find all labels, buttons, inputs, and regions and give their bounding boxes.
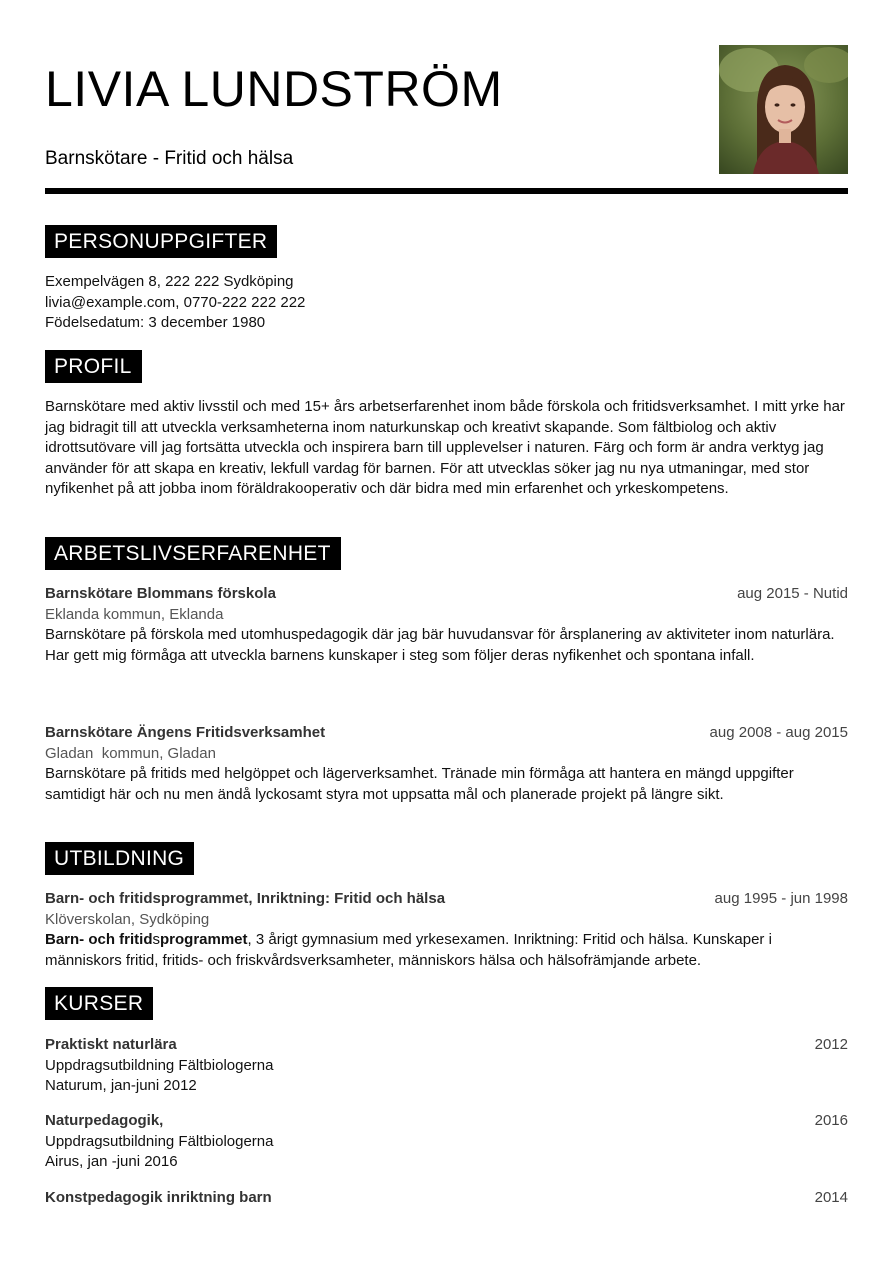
address: Exempelvägen 8, 222 222 Sydköping: [45, 273, 294, 290]
work-entry-date: aug 2015 - Nutid: [737, 585, 848, 602]
profile-summary: Barnskötare med aktiv livsstil och med 15+ års arbetserfarenhet inom både förskola och fritidsverksamhet. I mitt yrke har jag bidragit till att utveckla verksamheterna inom naturkunskap och kreativt skapande. Som fältbiolog och aktiv idrottsutövare vill jag fortsätta utveckla och inspirera barn till upplevelser i naturen. Färg och form är andra verktyg jag använder för att skapa en kreativ, lekfull vardag för barnen. För att utvecklas söker jag nu nya utmaningar, med stor nyfikenhet på att jobba inom föräldrakooperativ och där bidra med min erfarenhet och yrkeskompetens.: [45, 398, 845, 498]
section-title-courses: KURSER: [45, 987, 153, 1020]
program-name-part: Barn- och fritid: [45, 931, 153, 949]
education-description-rest: , 3 årigt gymnasium med yrkesexamen. Inriktning: Fritid och hälsa. Kunskaper i människors fritid, fritids- och friskvårdsverksamheter, människors hälsa och hälsofrämjande arbete.: [45, 931, 772, 969]
work-entry-title: Barnskötare Ängens Fritidsverksamhet: [45, 724, 326, 741]
profile-photo: [719, 45, 848, 174]
work-entry-description: Barnskötare på förskola med utomhuspedagogik där jag bär huvudansvar för årsplanering av aktiviteter inom naturlära. Har gett mig förmåga att utveckla barnens kunskaper i steg som följer deras nyfikenhet och spontana infall.: [45, 626, 835, 664]
work-entry-place: Gladan kommun, Gladan: [45, 744, 216, 762]
education-entry-title: Barn- och fritidsprogrammet, Inriktning: Fritid och hälsa: [45, 890, 446, 907]
work-entry-title: Barnskötare Blommans förskola: [45, 585, 276, 602]
course-entry-provider: Uppdragsutbildning Fältbiologerna: [45, 1132, 274, 1150]
education-entry-header: [45, 889, 848, 910]
section-title-education: UTBILDNING: [45, 842, 194, 875]
candidate-name: LIVIA LUNDSTRÖM: [45, 61, 503, 117]
section-title-work: ARBETSLIVSERFARENHET: [45, 537, 341, 570]
course-entry-title: Naturpedagogik,: [45, 1112, 164, 1129]
work-entry: [45, 584, 848, 666]
course-entry: [45, 1188, 848, 1209]
work-entry: [45, 723, 848, 805]
course-entry-header: [45, 1111, 848, 1132]
course-entry-header: [45, 1035, 848, 1056]
education-entry-description: [45, 930, 848, 971]
course-entry-location: Airus, jan -juni 2016: [45, 1153, 178, 1171]
birth-date: Födelsedatum: 3 december 1980: [45, 314, 266, 332]
course-entry-date: 2016: [814, 1112, 848, 1129]
personal-info: [45, 272, 848, 334]
contact-info: livia@example.com, 0770-222 222 222: [45, 293, 306, 311]
education-entry-date: aug 1995 - jun 1998: [714, 890, 848, 907]
portrait-image: [719, 45, 848, 174]
course-entry-provider: Uppdragsutbildning Fältbiologerna: [45, 1056, 274, 1074]
program-name-letter: s: [152, 931, 160, 949]
course-entry-date: 2012: [814, 1036, 848, 1053]
work-entry-header: [45, 584, 848, 605]
course-entry-header: [45, 1188, 848, 1209]
work-entry-description: Barnskötare på fritids med helgöppet och lägerverksamhet. Tränade min förmåga att hantera en mängd uppgifter samtidigt här och nu men ändå lyckosamt styra mot uppsatta mål och planerade projekt på längre sikt.: [45, 765, 794, 803]
program-name-suffix: programmet: [160, 931, 248, 949]
course-entry-title: Praktiskt naturlära: [45, 1036, 177, 1053]
course-entry-date: 2014: [814, 1189, 848, 1206]
profile-text: [45, 397, 848, 500]
resume-header: [45, 0, 848, 196]
section-title-profile: PROFIL: [45, 350, 142, 383]
course-entry: [45, 1035, 848, 1097]
work-entry-date: aug 2008 - aug 2015: [709, 724, 848, 741]
education-entry-place: Klöverskolan, Sydköping: [45, 910, 210, 928]
candidate-headline: Barnskötare - Fritid och hälsa: [45, 148, 294, 169]
work-entry-header: [45, 723, 848, 744]
course-entry-location: Naturum, jan-juni 2012: [45, 1077, 197, 1095]
course-entry-title: Konstpedagogik inriktning barn: [45, 1189, 272, 1206]
education-entry: [45, 889, 848, 971]
header-divider: [45, 188, 848, 194]
work-entry-place: Eklanda kommun, Eklanda: [45, 605, 224, 623]
course-entry: [45, 1111, 848, 1173]
section-title-personal: PERSONUPPGIFTER: [45, 225, 277, 258]
